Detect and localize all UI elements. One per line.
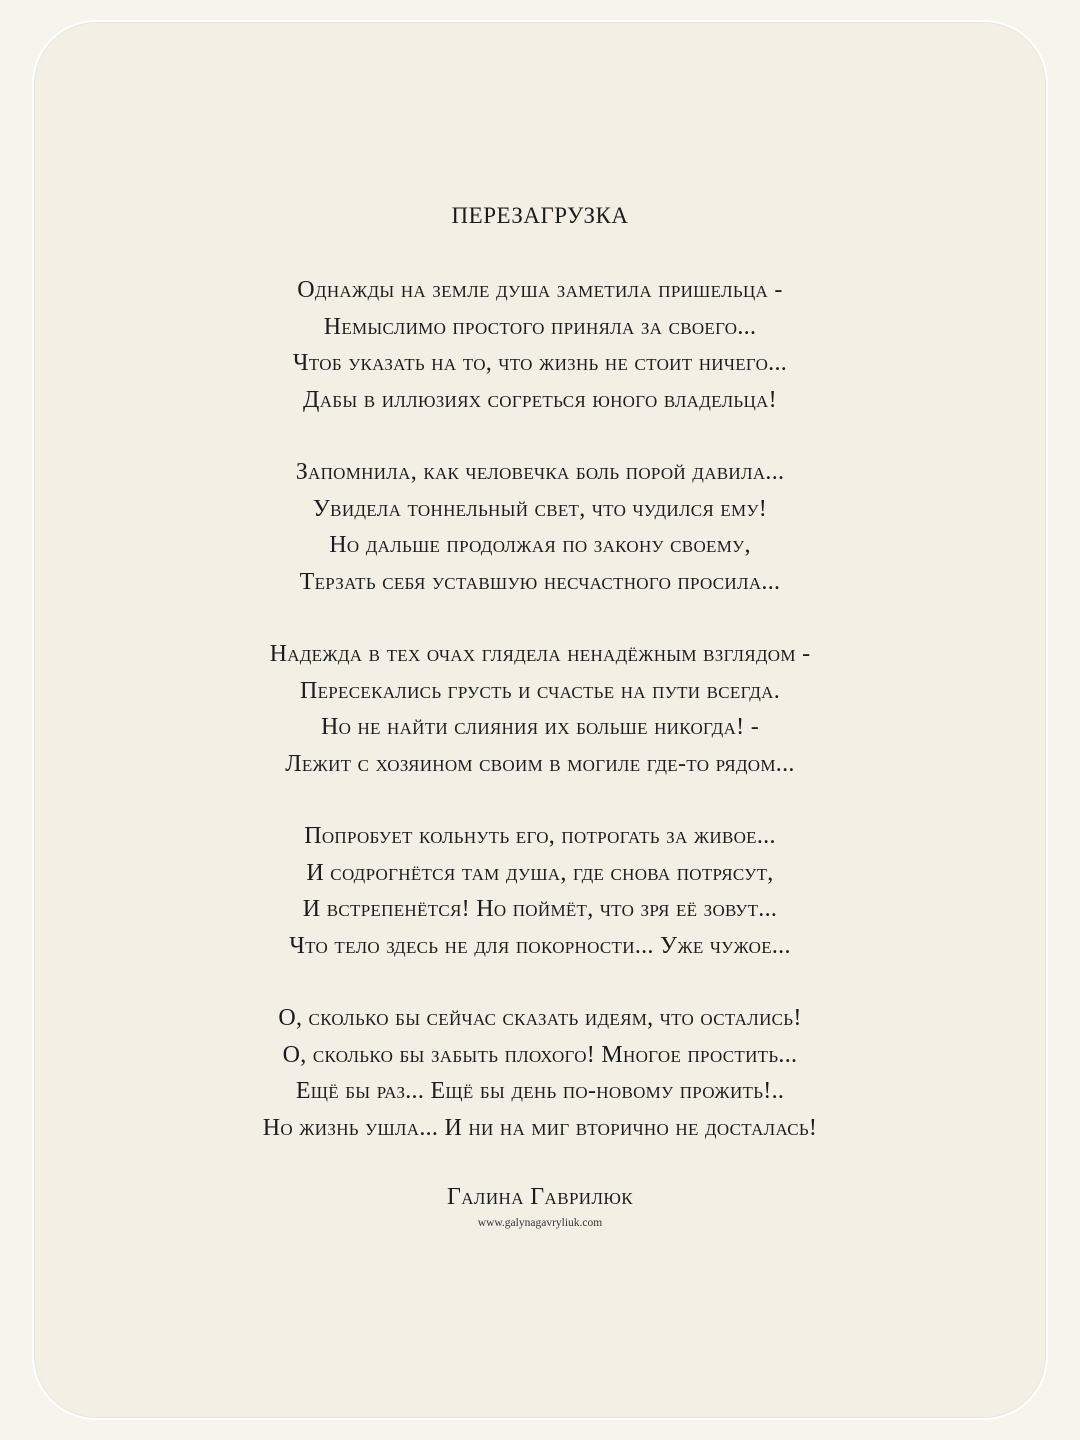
poem-line: Но дальше продолжая по закону своему, — [329, 532, 751, 558]
poem-line: Чтоб указать на то, что жизнь не стоит ничего... — [292, 350, 788, 376]
poem-line: Что тело здесь не для покорности... Уже чужое... — [289, 932, 791, 959]
stanza-4 — [0, 818, 1080, 964]
poem-line: О, сколько бы забыть плохого! Многое простить... — [282, 1041, 798, 1068]
stanza-3 — [0, 636, 1080, 782]
poem-line: И встрепенётся! Но поймёт, что зря её зовут... — [302, 896, 778, 922]
poem-line: Ещё бы раз... Ещё бы день по-новому прожить!.. — [295, 1078, 785, 1104]
poem-line: Терзать себя уставшую несчастного просила... — [299, 568, 781, 595]
poem-line: Однажды на земле душа заметила пришельца - — [297, 277, 783, 303]
poem-line: Увидела тоннельный свет, что чудился ему! — [312, 495, 768, 522]
poem-line: Попробует кольнуть его, потрогать за живое... — [304, 823, 776, 849]
poem-title: ПЕРЕЗАГРУЗКА — [451, 203, 629, 228]
stanza-1 — [0, 272, 1080, 418]
poem-line: Дабы в иллюзиях согреться юного владельца! — [303, 386, 777, 413]
poem-content — [0, 200, 1080, 1232]
poem-line: Но жизнь ушла... И ни на миг вторично не досталась! — [262, 1114, 818, 1141]
poem-line: Немыслимо простого приняла за своего... — [323, 313, 757, 340]
poem-line: Запомнила, как человечка боль порой давила... — [295, 459, 785, 485]
poem-line: Пересекались грусть и счастье на пути всегда. — [299, 677, 781, 704]
poem-line: Но не найти слияния их больше никогда! - — [320, 714, 760, 740]
stanza-2 — [0, 454, 1080, 600]
poem-line: Надежда в тех очах глядела ненадёжным взглядом - — [269, 641, 811, 667]
poem-line: О, сколько бы сейчас сказать идеям, что остались! — [278, 1005, 802, 1031]
poem-line: Лежит с хозяином своим в могиле где-то рядом... — [285, 750, 795, 777]
author-name: Галина Гаврилюк — [446, 1184, 634, 1210]
poem-line: И содрогнётся там душа, где снова потрясут, — [306, 859, 774, 886]
stanza-5 — [0, 1000, 1080, 1146]
author-website: www.galynagavryliuk.com — [477, 1217, 603, 1229]
